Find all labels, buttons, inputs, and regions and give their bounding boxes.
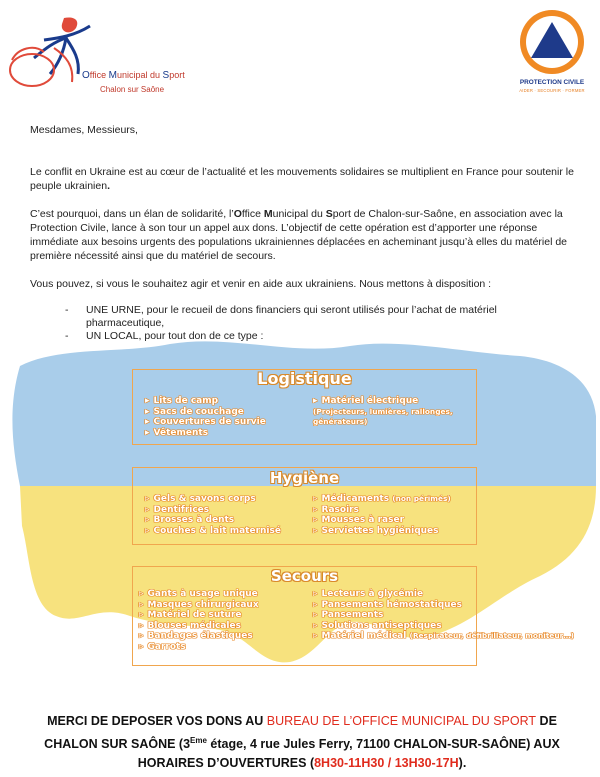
paragraph-1: Le conflit en Ukraine est au cœur de l’actualité et les mouvements solidaires se multiplient en France pour soutenir le peuple ukrainien. [30, 166, 574, 192]
card-secours [132, 566, 574, 666]
card-title-secours: Secours [270, 567, 339, 585]
list-item: - UNE URNE, pour le recueil de dons financiers qui seront utilisés pour l’achat de matériel pharmaceutique, [62, 304, 532, 330]
card-title-hygiene: Hygiène [269, 469, 340, 487]
list-item: ▹ Matériel médical (Respirateur, défibrillateur, moniteur…) [313, 631, 574, 641]
secours-right-list [313, 589, 574, 642]
list-item: ▹ Brosses à dents [145, 515, 235, 525]
logistique-right-list [313, 396, 473, 428]
list-item: ▹ Lecteurs à glycémie [313, 589, 424, 599]
list-item: ▹ Pansements [313, 610, 384, 620]
list-item: ▹ Blouses médicales [139, 620, 241, 631]
oms-city: Chalon sur Saône [100, 85, 165, 94]
oms-name: Office Municipal du Sport [82, 70, 185, 81]
list-item: ▹ Masques chirurgicaux [139, 599, 259, 610]
office-name: BUREAU DE L’OFFICE MUNICIPAL DU SPORT [266, 714, 537, 728]
donation-options-list [62, 304, 532, 343]
protection-civile-emblem-icon [510, 8, 594, 78]
hygiene-left-list [145, 494, 281, 536]
list-item: ▸ Sacs de couchage [145, 406, 244, 417]
card-logistique [132, 369, 477, 445]
list-item: ▸ Matériel électrique [313, 396, 419, 406]
logistique-left-list [145, 396, 266, 438]
list-item: - UN LOCAL, pour tout don de ce type : [62, 330, 532, 343]
list-item: ▹ Dentifrices [145, 504, 210, 515]
list-item: ▹ Mousses à raser [313, 515, 405, 525]
opening-hours: 8H30-11H30 / 13H30-17H [314, 756, 459, 771]
list-item: ▹ Médicaments (non périmés) [313, 494, 451, 504]
list-item: ▹ Garrots [139, 641, 186, 652]
list-item: ▹ Matériel de suture [139, 610, 242, 620]
pc-title: PROTECTION CIVILE [519, 79, 585, 86]
list-item: ▹ Gants à usage unique [139, 589, 258, 599]
paragraph-2: C’est pourquoi, dans un élan de solidarité, l’Office Municipal du Sport de Chalon-sur-Saône, en association avec la Protection Civile, lance à son tour un appel aux dons. L’objectif de cette opération est d’apporter une réponse immédiate aux besoins urgents des populations ukrainiennes déplacées en acheminant jusqu’à elles du matériel de première nécessité ainsi que du matériel de secours. [30, 208, 568, 262]
list-item: ▸ Lits de camp [145, 396, 219, 406]
list-item: ▹ Rasoirs [313, 504, 359, 515]
card-title-logistique: Logistique [257, 369, 352, 388]
list-item: ▹ Pansements hémostatiques [313, 599, 463, 610]
secours-left-list [139, 589, 259, 652]
list-item: ▹ Serviettes hygiéniques [313, 525, 439, 536]
pc-subtitle: AIDER · SECOURIR · FORMER [519, 88, 585, 93]
list-item: ▸ Couvertures de survie [145, 417, 266, 427]
protection-civile-logo [510, 8, 594, 98]
hygiene-right-list [313, 494, 473, 536]
list-item: ▹ Gels & savons corps [145, 494, 256, 504]
paragraph-3: Vous pouvez, si vous le souhaitez agir et venir en aide aux ukrainiens. Nous mettons à disposition : [30, 278, 492, 290]
footer-notice: MERCI DE DEPOSER VOS DONS AU BUREAU DE L’OFFICE MUNICIPAL DU SPORT DE CHALON SUR SAÔNE (3Eme étage, 4 rue Jules Ferry, 71100 CHALON-SUR-SAÔNE) AUX HORAIRES D’OUVERTURES (8H30-11H30 / 13H30-17H). [44, 714, 560, 771]
list-item: ▹ Solutions antiseptiques [313, 620, 442, 631]
list-item-note: (Projecteurs, lumières, rallonges, générateurs) [313, 406, 453, 426]
greeting: Mesdames, Messieurs, [30, 124, 138, 136]
card-hygiene [132, 467, 477, 545]
list-item: ▸ Vêtements [145, 427, 209, 438]
list-item: ▹ Couches & lait maternisé [145, 525, 281, 536]
list-item: ▹ Bandages élastiques [139, 631, 253, 641]
oms-logo [4, 8, 204, 100]
letter-body [30, 123, 575, 305]
